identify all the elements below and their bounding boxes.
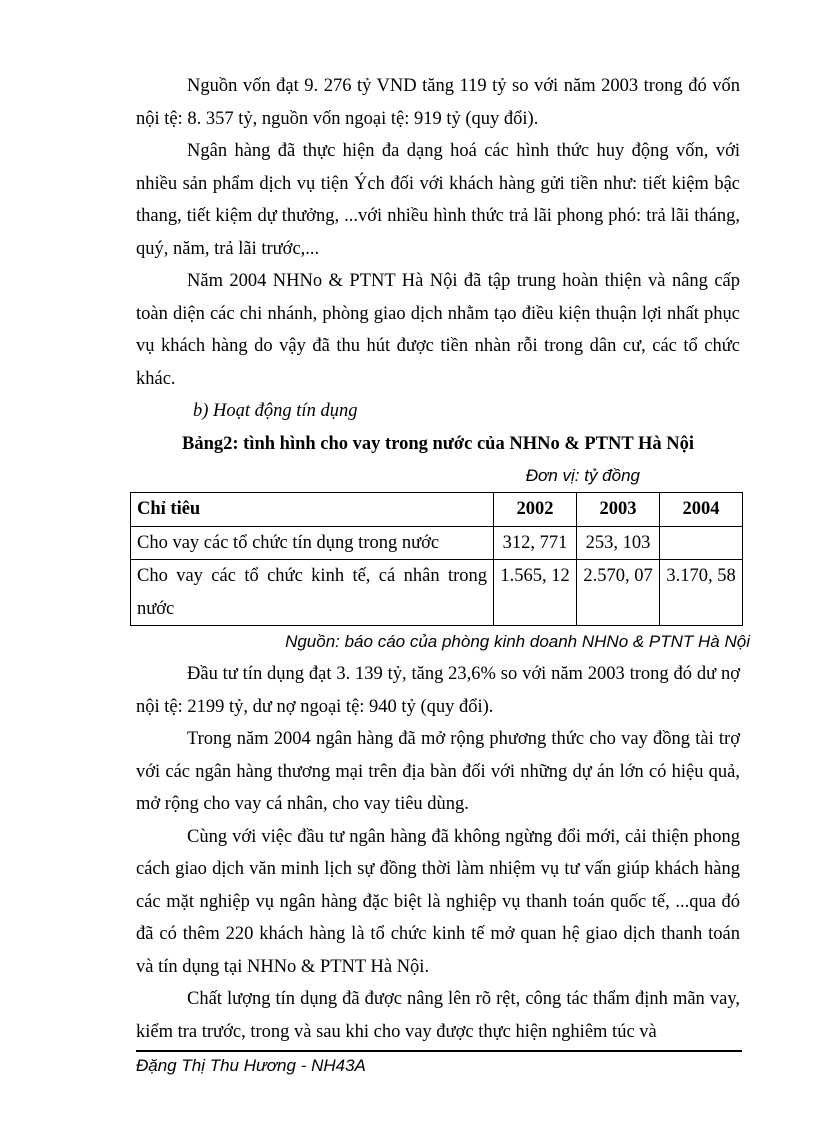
table-cell: Cho vay các tổ chức kinh tế, cá nhân trong nước <box>131 560 494 626</box>
table-cell: 312, 771 <box>494 526 577 560</box>
header-cell: 2004 <box>660 493 743 527</box>
table-cell <box>660 526 743 560</box>
paragraph: Chất lượng tín dụng đã được nâng lên rõ rệt, công tác thẩm định mãn vay, kiểm tra trước, trong và sau khi cho vay được thực hiện nghiêm túc và <box>136 989 740 1042</box>
document-body <box>136 70 750 1048</box>
footer-divider <box>136 1050 742 1052</box>
table-cell: 253, 103 <box>577 526 660 560</box>
table-title: Bảng2: tình hình cho vay trong nước của NHNo & PTNT Hà Nội <box>181 433 694 454</box>
table-unit: Đơn vị: tỷ đồng <box>525 466 640 485</box>
header-cell: Chỉ tiêu <box>131 493 494 527</box>
table-cell: 3.170, 58 <box>660 560 743 626</box>
table-cell: 2.570, 07 <box>577 560 660 626</box>
paragraph: Trong năm 2004 ngân hàng đã mở rộng phương thức cho vay đồng tài trợ với các ngân hàng thương mại trên địa bàn đối với những dự án lớn có hiệu quả, mở rộng cho vay cá nhân, cho vay tiêu dùng. <box>136 729 740 814</box>
footer-author: Đặng Thị Thu Hương - NH43A <box>136 1056 366 1075</box>
table-cell: Cho vay các tổ chức tín dụng trong nước <box>131 526 494 560</box>
credit-table <box>130 492 743 626</box>
header-cell: 2002 <box>494 493 577 527</box>
paragraph: Nguồn vốn đạt 9. 276 tỷ VND tăng 119 tỷ so với năm 2003 trong đó vốn nội tệ: 8. 357 tỷ, nguồn vốn ngoại tệ: 919 tỷ (quy đổi). <box>136 76 740 129</box>
table-source: Nguồn: báo cáo của phòng kinh doanh NHNo & PTNT Hà Nội <box>285 632 750 651</box>
paragraph: Cùng với việc đầu tư ngân hàng đã không ngừng đổi mới, cải thiện phong cách giao dịch văn minh lịch sự đồng thời làm nhiệm vụ tư vấn giúp khách hàng các mặt nghiệp vụ ngân hàng đặc biệt là nghiệp vụ thanh toán quốc tế, ...qua đó đã có thêm 220 khách hàng là tổ chức kinh tế mở quan hệ giao dịch thanh toán và tín dụng tại NHNo & PTNT Hà Nội. <box>136 826 740 977</box>
table-header-row <box>131 493 743 527</box>
paragraph: Ngân hàng đã thực hiện đa dạng hoá các hình thức huy động vốn, với nhiều sản phẩm dịch vụ tiện Ých đối với khách hàng gửi tiền như: tiết kiệm bậc thang, tiết kiệm dự thưởng, ...với nhiều hình thức trả lãi phong phó: trả lãi tháng, quý, năm, trả lãi trước,... <box>136 141 740 259</box>
paragraph: Đầu tư tín dụng đạt 3. 139 tỷ, tăng 23,6% so với năm 2003 trong đó dư nợ nội tệ: 2199 tỷ, dư nợ ngoại tệ: 940 tỷ (quy đổi). <box>136 664 740 717</box>
table-row <box>131 560 743 626</box>
table-row <box>131 526 743 560</box>
section-heading: b) Hoạt động tín dụng <box>193 401 358 421</box>
paragraph: Năm 2004 NHNo & PTNT Hà Nội đã tập trung hoàn thiện và nâng cấp toàn diện các chi nhánh, phòng giao dịch nhằm tạo điều kiện thuận lợi nhất phục vụ khách hàng do vậy đã thu hút được tiền nhàn rỗi trong dân cư, các tổ chức khác. <box>136 271 740 389</box>
table-cell: 1.565, 12 <box>494 560 577 626</box>
header-cell: 2003 <box>577 493 660 527</box>
